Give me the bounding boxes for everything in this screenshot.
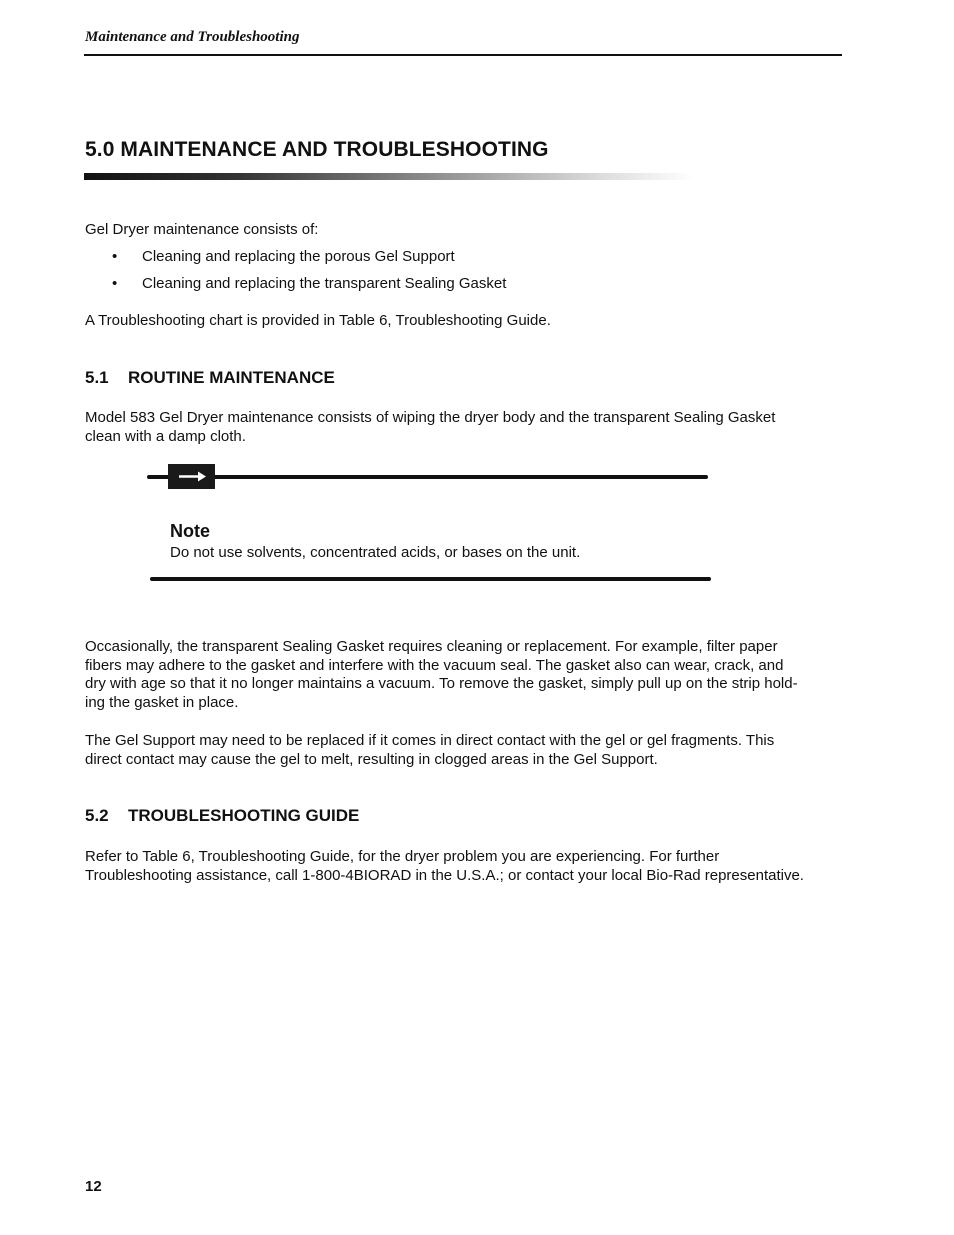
bullet-icon: • xyxy=(112,248,118,265)
note-top-rule xyxy=(147,475,708,479)
title-gradient-bar xyxy=(84,173,694,180)
routine-paragraph-2 xyxy=(85,638,845,712)
paragraph-line: dry with age so that it no longer maintains a vacuum. To remove the gasket, simply pull up on the strip hold- xyxy=(85,675,798,692)
subsection-heading: TROUBLESHOOTING GUIDE xyxy=(128,806,360,825)
list-item xyxy=(112,248,455,266)
list-item-text: Cleaning and replacing the porous Gel Support xyxy=(142,248,455,265)
chart-reference-text: A Troubleshooting chart is provided in Table 6, Troubleshooting Guide. xyxy=(85,312,551,329)
subsection-title-routine xyxy=(85,368,335,388)
paragraph-line: Occasionally, the transparent Sealing Gasket requires cleaning or replacement. For example, filter paper xyxy=(85,638,778,655)
note-bottom-rule xyxy=(150,577,711,581)
subsection-number: 5.1 xyxy=(85,368,109,387)
paragraph-line: Troubleshooting assistance, call 1-800-4BIORAD in the U.S.A.; or contact your local Bio-Rad representative. xyxy=(85,866,804,884)
note-text: Do not use solvents, concentrated acids, or bases on the unit. xyxy=(170,544,581,561)
paragraph-line: direct contact may cause the gel to melt, resulting in clogged areas in the Gel Support. xyxy=(85,750,658,768)
paragraph-line: ing the gasket in place. xyxy=(85,693,239,711)
note-label: Note xyxy=(170,521,210,541)
paragraph-line: fibers may adhere to the gasket and interfere with the vacuum seal. The gasket also can wear, crack, and xyxy=(85,656,784,674)
paragraph-line: Model 583 Gel Dryer maintenance consists of wiping the dryer body and the transparent Sealing Gasket xyxy=(85,409,776,426)
routine-paragraph-1 xyxy=(85,409,845,446)
intro-text: Gel Dryer maintenance consists of: xyxy=(85,221,319,238)
subsection-heading: ROUTINE MAINTENANCE xyxy=(128,368,335,387)
troubleshooting-paragraph xyxy=(85,848,845,885)
list-item-text: Cleaning and replacing the transparent Sealing Gasket xyxy=(142,275,507,292)
paragraph-line: Refer to Table 6, Troubleshooting Guide, for the dryer problem you are experiencing. For further xyxy=(85,848,720,865)
routine-paragraph-3 xyxy=(85,732,845,769)
list-item xyxy=(112,275,506,293)
subsection-number: 5.2 xyxy=(85,806,109,825)
section-title: 5.0 MAINTENANCE AND TROUBLESHOOTING xyxy=(85,138,549,161)
paragraph-line: The Gel Support may need to be replaced if it comes in direct contact with the gel or gel fragments. This xyxy=(85,732,775,749)
running-head: Maintenance and Troubleshooting xyxy=(85,29,300,45)
paragraph-line: clean with a damp cloth. xyxy=(85,427,246,445)
bullet-icon: • xyxy=(112,275,118,292)
subsection-title-troubleshooting xyxy=(85,806,359,826)
page-number: 12 xyxy=(85,1178,102,1195)
header-rule xyxy=(84,54,842,56)
arrow-right-icon xyxy=(168,464,215,489)
